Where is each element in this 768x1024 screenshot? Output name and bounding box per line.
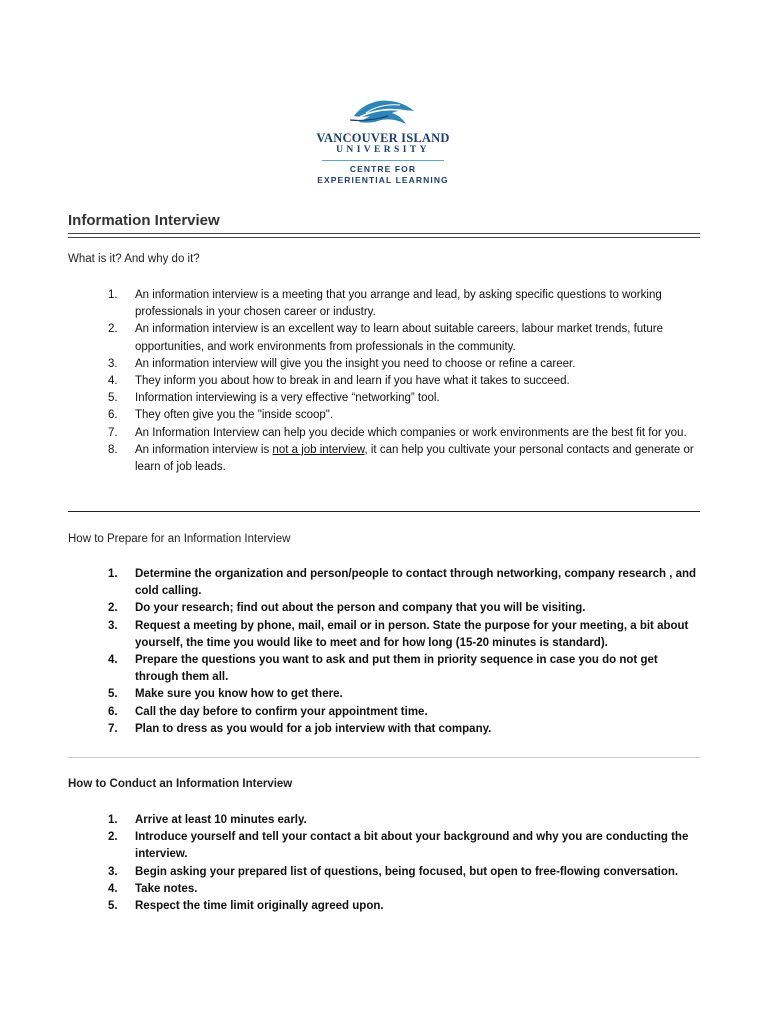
list-item [108,321,700,355]
prepare-list [108,566,700,738]
list-text: They often give you the "inside scoop". [135,409,334,422]
list-item [108,287,700,321]
list-item [108,704,700,721]
list-number: 1. [108,289,118,301]
list-item [108,721,700,738]
list-number: 4. [108,375,118,388]
leaf-icon [348,96,418,128]
list-number: 6. [108,705,118,718]
list-text: Request a meeting by phone, mail, email or in person. State the purpose for your meeting, a bit about yourself, the time you would like to meet and for how long (15-20 minutes is standard). [135,619,689,649]
logo-line-3: CENTRE FOR [349,164,417,174]
list-text: They inform you about how to break in and learn if you have what it takes to succeed. [135,375,570,388]
list-item [108,373,700,390]
logo-divider [322,160,444,161]
what-is-it-list [108,287,700,476]
not-a-job-interview-emphasis: not a job interview [272,443,365,456]
list-text: An information interview is a meeting that you arrange and lead, by asking specific questions to working professionals in your chosen career or industry. [135,289,662,319]
list-text: An Information Interview can help you decide which companies or work environments are the best fit for you. [135,426,687,439]
list-number: 5. [108,688,118,701]
list-number: 2. [108,831,118,844]
list-text: Prepare the questions you want to ask and put them in priority sequence in case you do not get through them all. [135,654,658,684]
section-heading-conduct: How to Conduct an Information Interview [68,778,293,790]
list-text: Arrive at least 10 minutes early. [135,814,307,826]
list-number: 7. [108,426,118,439]
section-heading-prepare: How to Prepare for an Information Interview [68,533,291,545]
list-text: An information interview will give you the insight you need to choose or refine a career. [135,357,576,370]
list-number: 7. [108,722,118,735]
list-number: 5. [108,392,118,405]
list-item [108,618,700,652]
section-heading-what-is-it: What is it? And why do it? [68,253,200,265]
list-item [108,600,700,617]
list-item [108,390,700,407]
conduct-list [108,812,700,915]
list-text-pre: An information interview is [135,443,273,456]
viu-logo [310,96,456,192]
logo-line-4: EXPERIENTIAL LEARNING [317,175,449,185]
list-number: 8. [108,443,118,456]
list-item [108,829,700,863]
logo-line-1: VANCOUVER ISLAND [316,131,450,145]
list-text: Begin asking your prepared list of questions, being focused, but open to free-flowing conversation. [135,865,679,878]
list-text: Information interviewing is a very effective “networking” tool. [135,392,440,405]
list-item [108,652,700,686]
list-number: 5. [108,900,118,913]
section-divider-light [68,757,700,758]
document-title: Information Interview [68,212,220,229]
logo-line-2: UNIVERSITY [336,145,430,155]
list-item [108,686,700,703]
list-number: 2. [108,602,118,615]
list-text: Respect the time limit originally agreed upon. [135,900,384,913]
list-number: 4. [108,654,118,667]
list-text: Make sure you know how to get there. [135,688,343,701]
list-item [108,425,700,442]
list-item [108,442,700,476]
list-text: Determine the organization and person/people to contact through networking, company research , and cold calling. [135,568,697,598]
list-text: Plan to dress as you would for a job interview with that company. [135,722,492,735]
section-divider [68,511,700,512]
list-item [108,407,700,424]
title-double-rule [68,233,700,238]
list-number: 3. [108,619,118,632]
list-number: 1. [108,814,118,826]
list-text: An information interview is an excellent way to learn about suitable careers, labour market trends, future opportunities, and work environments from professionals in the community. [135,323,663,353]
list-number: 4. [108,882,118,895]
list-item [108,566,700,600]
list-text: Do your research; find out about the person and company that you will be visiting. [135,602,586,615]
list-item [108,881,700,898]
list-number: 2. [108,323,118,336]
list-item [108,812,700,829]
list-text-post: , it can help you cultivate your personal contacts and generate or learn of job leads. [135,443,694,474]
list-number: 3. [108,357,118,370]
list-text: Take notes. [135,882,198,895]
list-number: 3. [108,865,118,878]
list-item [108,356,700,373]
list-text: Introduce yourself and tell your contact a bit about your background and why you are conducting the interview. [135,831,689,861]
list-item [108,898,700,915]
list-item [108,864,700,881]
list-number: 1. [108,568,118,580]
list-number: 6. [108,409,118,422]
list-text: Call the day before to confirm your appointment time. [135,705,428,718]
